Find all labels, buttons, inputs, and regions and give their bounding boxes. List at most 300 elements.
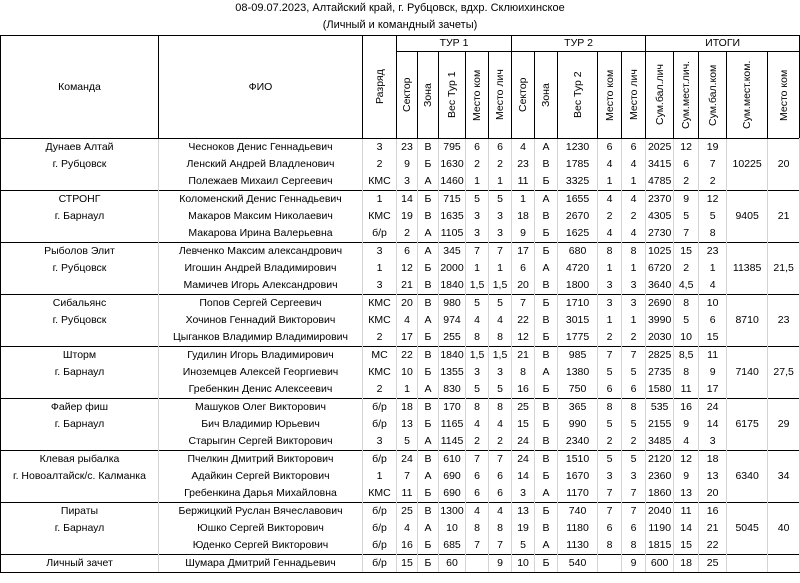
cell-pk2 [598, 555, 622, 573]
cell-s2: 14 [512, 468, 535, 485]
cell-pk1: 5 [466, 191, 489, 209]
cell-pk1: 8 [466, 399, 489, 417]
col-rank-header: Разряд [363, 36, 397, 139]
col-sector2-header: Сектор [512, 52, 535, 139]
cell-w2: 1510 [558, 451, 598, 469]
cell-sp: 3485 [646, 433, 674, 451]
cell-sp: 2735 [646, 364, 674, 381]
cell-pl1: 4 [489, 503, 512, 521]
cell-z2: А [535, 364, 558, 381]
cell-pk1: 4 [466, 503, 489, 521]
cell-z2: В [535, 312, 558, 329]
cell-z2: А [535, 260, 558, 277]
cell-w1: 690 [439, 468, 466, 485]
cell-pl1: 2 [489, 156, 512, 173]
member-fio: Машуков Олег Викторович [159, 399, 363, 417]
cell-w2: 1775 [558, 329, 598, 347]
member-fio: Пчелкин Дмитрий Викторович [159, 451, 363, 469]
cell-pk1: 3 [466, 208, 489, 225]
team-empty [1, 277, 159, 295]
cell-s2: 12 [512, 329, 535, 347]
team-sum-pts: 5045 [727, 503, 768, 555]
cell-pl2: 2 [622, 208, 646, 225]
cell-sm: 5 [674, 312, 699, 329]
cell-z1: А [418, 243, 439, 261]
table-row-individual [1, 555, 800, 573]
cell-sm: 5 [674, 208, 699, 225]
cell-pl2: 6 [622, 139, 646, 157]
member-fio: Юденко Сергей Викторович [159, 537, 363, 555]
table-row [1, 381, 800, 399]
cell-pl2: 5 [622, 416, 646, 433]
team-sum-pts: 10225 [727, 139, 768, 191]
cell-z1: В [418, 347, 439, 365]
cell-sm: 8,5 [674, 347, 699, 365]
cell-w1: 830 [439, 381, 466, 399]
cell-z1: Б [418, 364, 439, 381]
cell-pk2: 5 [598, 364, 622, 381]
cell-z1: Б [418, 555, 439, 573]
cell-sm: 9 [674, 468, 699, 485]
cell-z2: В [535, 277, 558, 295]
member-fio: Хочинов Геннадий Викторович [159, 312, 363, 329]
cell-pk2: 3 [598, 468, 622, 485]
member-fio: Полежаев Михаил Сергеевич [159, 173, 363, 191]
cell-s1: 13 [397, 416, 418, 433]
cell-pl1: 3 [489, 225, 512, 243]
cell-sp: 4785 [646, 173, 674, 191]
cell-w2: 1785 [558, 156, 598, 173]
cell-z1: Б [418, 416, 439, 433]
team-city: г. Рубцовск [1, 156, 159, 173]
cell-last: 17 [699, 381, 727, 399]
cell-z1: А [418, 433, 439, 451]
team-sum-places: 20 [768, 139, 800, 191]
cell-z1: Б [418, 329, 439, 347]
cell-s2: 8 [512, 364, 535, 381]
cell-last: 9 [699, 364, 727, 381]
tour1-header: ТУР 1 [397, 36, 512, 52]
cell-s1: 12 [397, 260, 418, 277]
cell-sm: 2 [674, 260, 699, 277]
cell-last: 8 [699, 225, 727, 243]
cell-s1: 21 [397, 277, 418, 295]
cell-w1: 690 [439, 485, 466, 503]
cell-w1: 170 [439, 399, 466, 417]
cell-sp: 2040 [646, 503, 674, 521]
cell-pl1: 1,5 [489, 347, 512, 365]
member-fio: Бич Владимир Юрьевич [159, 416, 363, 433]
results-table [0, 35, 800, 573]
member-fio: Макарова Ирина Валерьевна [159, 225, 363, 243]
col-sum-places-ind-header: Сум.мест.лич. [674, 52, 699, 139]
cell-z2: А [535, 537, 558, 555]
cell-pk1: 1,5 [466, 277, 489, 295]
cell-z2: Б [535, 243, 558, 261]
col-fio-header: ФИО [159, 36, 363, 139]
cell-last: 24 [699, 399, 727, 417]
team-sum-pts: 9405 [727, 191, 768, 243]
cell-pl1: 1 [489, 173, 512, 191]
cell-sm: 12 [674, 451, 699, 469]
team-city: г. Новоалтайск/с. Калманка [1, 468, 159, 485]
cell-rank: б/р [363, 520, 397, 537]
cell-rank: МС [363, 347, 397, 365]
cell-pk2: 6 [598, 139, 622, 157]
cell-sp: 2730 [646, 225, 674, 243]
cell-sp: 600 [646, 555, 674, 573]
cell-sp: 6720 [646, 260, 674, 277]
cell-last: 4 [699, 277, 727, 295]
tour2-header: ТУР 2 [512, 36, 646, 52]
cell-sp: 2030 [646, 329, 674, 347]
cell-sp: 2690 [646, 295, 674, 313]
table-row [1, 503, 800, 521]
cell-w1: 610 [439, 451, 466, 469]
cell-s2: 22 [512, 312, 535, 329]
cell-sm: 8 [674, 364, 699, 381]
member-fio: Цыганков Владимир Владимирович [159, 329, 363, 347]
cell-w2: 1800 [558, 277, 598, 295]
cell-w1: 255 [439, 329, 466, 347]
cell-s2: 6 [512, 260, 535, 277]
cell-last: 14 [699, 416, 727, 433]
cell-w2: 1230 [558, 139, 598, 157]
member-fio: Макаров Максим Николаевич [159, 208, 363, 225]
col-place-team2-header: Место ком [598, 52, 622, 139]
cell-pl2: 3 [622, 295, 646, 313]
cell-pk1: 7 [466, 537, 489, 555]
cell-sp: 4305 [646, 208, 674, 225]
cell-z1: В [418, 451, 439, 469]
cell-s2: 13 [512, 503, 535, 521]
cell-rank: КМС [363, 364, 397, 381]
cell-w1: 1165 [439, 416, 466, 433]
member-fio: Гребенкин Денис Алексеевич [159, 381, 363, 399]
table-row [1, 347, 800, 365]
col-place-team-final-header: Место ком [768, 52, 800, 139]
table-row [1, 433, 800, 451]
cell-sp: 3415 [646, 156, 674, 173]
cell-s1: 20 [397, 295, 418, 313]
table-row [1, 191, 800, 209]
cell-s2: 5 [512, 537, 535, 555]
cell-s1: 25 [397, 503, 418, 521]
cell-z1: Б [418, 156, 439, 173]
cell-s1: 10 [397, 364, 418, 381]
cell-pk2: 5 [598, 451, 622, 469]
team-empty [1, 225, 159, 243]
cell-last: 22 [699, 537, 727, 555]
cell-s1: 7 [397, 468, 418, 485]
cell-s2: 10 [512, 555, 535, 573]
cell-last: 10 [699, 295, 727, 313]
cell-s2: 23 [512, 156, 535, 173]
cell-pl1: 4 [489, 416, 512, 433]
cell-w1: 715 [439, 191, 466, 209]
member-fio: Левченко Максим александрович [159, 243, 363, 261]
cell-s1: 18 [397, 399, 418, 417]
team-sum-pts: 6175 [727, 399, 768, 451]
team-empty [1, 381, 159, 399]
team-city: г. Рубцовск [1, 260, 159, 277]
cell-pk2: 4 [598, 156, 622, 173]
cell-pk1: 6 [466, 139, 489, 157]
cell-pl2: 4 [622, 191, 646, 209]
cell-rank: 2 [363, 156, 397, 173]
cell-pk2: 7 [598, 485, 622, 503]
table-row [1, 399, 800, 417]
cell-z1: В [418, 503, 439, 521]
cell-z2: Б [535, 329, 558, 347]
cell-s1: 6 [397, 243, 418, 261]
cell-pk1: 6 [466, 468, 489, 485]
cell-z2: Б [535, 225, 558, 243]
cell-w2: 1380 [558, 364, 598, 381]
cell-w2: 365 [558, 399, 598, 417]
cell-z1: А [418, 173, 439, 191]
cell-s1: 5 [397, 433, 418, 451]
col-place-team1-header: Место ком [466, 52, 489, 139]
table-row [1, 173, 800, 191]
cell-last: 5 [699, 208, 727, 225]
member-fio: Иноземцев Алексей Георгиевич [159, 364, 363, 381]
cell-pk1: 2 [466, 156, 489, 173]
cell-z1: Б [418, 191, 439, 209]
table-row [1, 225, 800, 243]
table-row [1, 295, 800, 313]
cell-pk1: 5 [466, 381, 489, 399]
cell-s1: 16 [397, 537, 418, 555]
cell-pl2: 8 [622, 537, 646, 555]
cell-rank: КМС [363, 312, 397, 329]
cell-rank: 1 [363, 260, 397, 277]
cell-pl1: 6 [489, 485, 512, 503]
cell-rank: КМС [363, 173, 397, 191]
member-fio: Гребенкина Дарья Михайловна [159, 485, 363, 503]
team-name: Пираты [1, 503, 159, 521]
cell-rank: КМС [363, 295, 397, 313]
team-sum-places: 34 [768, 451, 800, 503]
cell-s2: 9 [512, 225, 535, 243]
team-name: Рыболов Элит [1, 243, 159, 261]
cell-pk2: 8 [598, 243, 622, 261]
table-row [1, 416, 800, 433]
cell-w2: 1130 [558, 537, 598, 555]
table-row [1, 520, 800, 537]
cell-sm: 16 [674, 399, 699, 417]
cell-pk2: 6 [598, 381, 622, 399]
cell-pk1: 5 [466, 295, 489, 313]
cell-s2: 25 [512, 399, 535, 417]
cell-sp: 1580 [646, 381, 674, 399]
cell-z1: А [418, 381, 439, 399]
cell-last: 21 [699, 520, 727, 537]
cell-pk1: 1 [466, 260, 489, 277]
team-city: г. Барнаул [1, 208, 159, 225]
table-row [1, 260, 800, 277]
cell-sp: 1190 [646, 520, 674, 537]
cell-sm: 6 [674, 156, 699, 173]
cell-sm: 15 [674, 243, 699, 261]
team-name: Шторм [1, 347, 159, 365]
cell-rank: 3 [363, 139, 397, 157]
cell-w1: 1105 [439, 225, 466, 243]
cell-pk2: 4 [598, 191, 622, 209]
cell-last: 16 [699, 503, 727, 521]
cell-w2: 2340 [558, 433, 598, 451]
cell-pk1: 8 [466, 329, 489, 347]
team-name: Клевая рыбалка [1, 451, 159, 469]
cell-w2: 740 [558, 503, 598, 521]
cell-s1: 1 [397, 381, 418, 399]
table-row [1, 156, 800, 173]
table-row [1, 277, 800, 295]
col-weight1-header: Вес Тур 1 [439, 52, 466, 139]
member-fio: Юшко Сергей Викторович [159, 520, 363, 537]
cell-z2: В [535, 399, 558, 417]
cell-s2: 1 [512, 191, 535, 209]
table-row [1, 468, 800, 485]
table-row [1, 208, 800, 225]
cell-pl1: 2 [489, 433, 512, 451]
cell-pl1: 8 [489, 329, 512, 347]
cell-z2: Б [535, 295, 558, 313]
cell-w1: 795 [439, 139, 466, 157]
cell-s2: 3 [512, 485, 535, 503]
cell-pl1: 5 [489, 295, 512, 313]
team-sum-places: 21 [768, 191, 800, 243]
cell-w1: 1840 [439, 277, 466, 295]
cell-pl1: 6 [489, 468, 512, 485]
cell-rank: 3 [363, 243, 397, 261]
team-sum-places: 23 [768, 295, 800, 347]
cell-w1: 1145 [439, 433, 466, 451]
cell-sp: 3640 [646, 277, 674, 295]
cell-z1: В [418, 208, 439, 225]
document-subtitle: (Личный и командный зачеты) [322, 19, 478, 31]
team-empty [1, 173, 159, 191]
cell-sm: 2 [674, 173, 699, 191]
cell-pl2: 7 [622, 347, 646, 365]
cell-pk2: 3 [598, 277, 622, 295]
cell-sp: 2120 [646, 451, 674, 469]
member-fio: Игошин Андрей Владимирович [159, 260, 363, 277]
individual-label: Личный зачет [1, 555, 159, 573]
cell-s1: 4 [397, 520, 418, 537]
cell-pl2: 2 [622, 433, 646, 451]
cell-sp: 2025 [646, 139, 674, 157]
cell-z2: В [535, 208, 558, 225]
cell-s2: 24 [512, 433, 535, 451]
cell-w1: 1355 [439, 364, 466, 381]
cell-w2: 680 [558, 243, 598, 261]
cell-w1: 60 [439, 555, 466, 573]
cell-last: 12 [699, 191, 727, 209]
col-team-header: Команда [1, 36, 159, 139]
cell-w1: 345 [439, 243, 466, 261]
cell-z1: А [418, 312, 439, 329]
cell-pk1: 2 [466, 433, 489, 451]
cell-w1: 1840 [439, 347, 466, 365]
cell-sp: 1860 [646, 485, 674, 503]
cell-rank: 1 [363, 468, 397, 485]
cell-last: 3 [699, 433, 727, 451]
cell-z2: В [535, 433, 558, 451]
team-name: Дунаев Алтай [1, 139, 159, 157]
cell-pk2: 3 [598, 295, 622, 313]
cell-w2: 3325 [558, 173, 598, 191]
cell-pl1: 3 [489, 208, 512, 225]
cell-z2: А [535, 139, 558, 157]
table-row [1, 451, 800, 469]
cell-pl1: 3 [489, 364, 512, 381]
member-fio: Мамичев Игорь Александрович [159, 277, 363, 295]
cell-s1: 19 [397, 208, 418, 225]
cell-w1: 1635 [439, 208, 466, 225]
cell-w2: 1670 [558, 468, 598, 485]
cell-pl1: 6 [489, 139, 512, 157]
cell-w1: 1460 [439, 173, 466, 191]
team-sum-pts: 8710 [727, 295, 768, 347]
cell-last: 25 [699, 555, 727, 573]
cell-z2: Б [535, 381, 558, 399]
col-sector1-header: Сектор [397, 52, 418, 139]
cell-rank: 1 [363, 191, 397, 209]
cell-pk1: 1 [466, 173, 489, 191]
team-empty [1, 329, 159, 347]
team-name: Сибальянс [1, 295, 159, 313]
cell-w1: 974 [439, 312, 466, 329]
cell-z1: А [418, 225, 439, 243]
cell-w2: 750 [558, 381, 598, 399]
cell-s1: 22 [397, 347, 418, 365]
cell-sp: 2155 [646, 416, 674, 433]
cell-rank: б/р [363, 416, 397, 433]
cell-z2: Б [535, 468, 558, 485]
cell-z2: В [535, 520, 558, 537]
cell-pl1: 1,5 [489, 277, 512, 295]
member-fio: Ленский Андрей Владленович [159, 156, 363, 173]
cell-z1: Б [418, 537, 439, 555]
cell-sp: 1025 [646, 243, 674, 261]
team-city: г. Барнаул [1, 520, 159, 537]
table-row [1, 485, 800, 503]
table-row [1, 364, 800, 381]
team-city: г. Барнаул [1, 416, 159, 433]
cell-s2: 15 [512, 416, 535, 433]
cell-rank: 2 [363, 329, 397, 347]
cell-w1: 2000 [439, 260, 466, 277]
cell-pk1: 3 [466, 225, 489, 243]
cell-pk2: 1 [598, 312, 622, 329]
cell-pl2: 4 [622, 225, 646, 243]
cell-z2: В [535, 451, 558, 469]
cell-z1: В [418, 277, 439, 295]
cell-pl1: 7 [489, 537, 512, 555]
cell-pl1: 4 [489, 312, 512, 329]
cell-w1: 685 [439, 537, 466, 555]
cell-z1: А [418, 520, 439, 537]
cell-rank: 2 [363, 381, 397, 399]
cell-s1: 24 [397, 451, 418, 469]
cell-z1: В [418, 399, 439, 417]
col-sum-places-team-header: Сум.мест.ком. [727, 52, 768, 139]
cell-s2: 24 [512, 451, 535, 469]
cell-s1: 2 [397, 225, 418, 243]
cell-pk1: 8 [466, 520, 489, 537]
team-sum-places: 21,5 [768, 243, 800, 295]
